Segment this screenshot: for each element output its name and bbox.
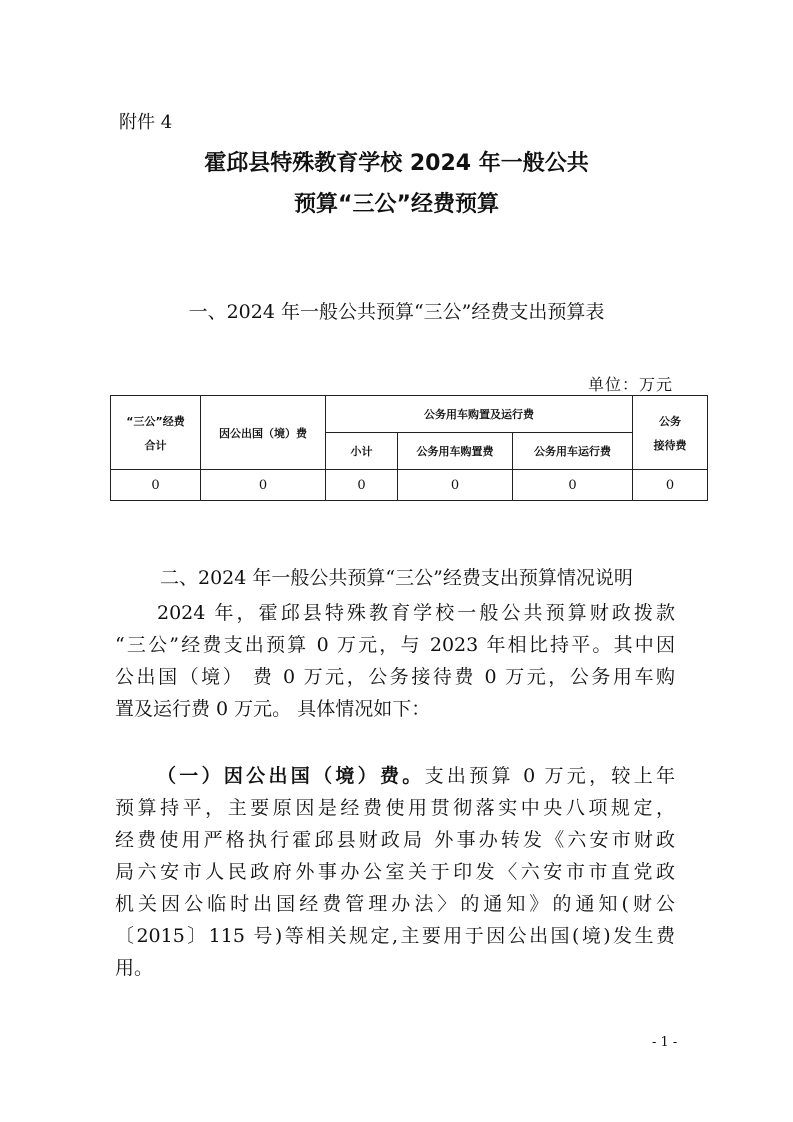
section1-heading: 一、2024 年一般公共预算“三公”经费支出预算表: [188, 301, 605, 323]
paragraph-text: 支出预算 0 万元，较上年: [424, 765, 675, 787]
header-reception-top: 公务: [659, 414, 681, 428]
paragraph-line: 用。: [115, 957, 154, 979]
paragraph-line: 预算持平，主要原因是经费使用贯彻落实中央八项规定，: [115, 797, 675, 819]
paragraph-summary: [115, 597, 675, 725]
paragraph-line: 置及运行费 0 万元。 具体情况如下：: [115, 698, 431, 720]
header-cell-reception: [633, 396, 708, 470]
attachment-label: 附件 4: [119, 112, 173, 133]
table-header-row: [111, 396, 708, 433]
unit-label: 单位：万元: [588, 375, 674, 394]
header-cell-total: [111, 396, 201, 470]
header-cell-vehicle-operation: 公务用车运行费: [513, 433, 633, 470]
page-number: - 1 -: [652, 1035, 678, 1050]
header-total-bottom: 合计: [144, 438, 167, 452]
paragraph-first-line: [115, 760, 675, 792]
subsection-heading: （一）因公出国（境）费。: [157, 765, 425, 787]
paragraph-abroad-expense: [115, 760, 675, 984]
budget-table: [110, 395, 708, 501]
table-row: [111, 470, 708, 501]
paragraph-line: 局六安市人民政府外事办公室关于印发〈六安市市直党政: [115, 861, 675, 883]
paragraph-line: “三公”经费支出预算 0 万元，与 2023 年相比持平。其中因: [115, 634, 675, 656]
header-cell-subtotal: 小计: [326, 433, 398, 470]
document-title-line2: 预算“三公”经费预算: [294, 192, 499, 217]
paragraph-line: 经费使用严格执行霍邱县财政局 外事办转发《六安市财政: [115, 829, 675, 851]
header-cell-vehicle-purchase: 公务用车购置费: [398, 433, 513, 470]
value-subtotal: 0: [326, 470, 398, 501]
header-cell-vehicle-group: 公务用车购置及运行费: [326, 396, 633, 433]
header-cell-abroad: 因公出国（境）费: [201, 396, 326, 470]
value-total: 0: [111, 470, 201, 501]
document-title-line1: 霍邱县特殊教育学校 2024 年一般公共: [204, 151, 589, 176]
value-abroad: 0: [201, 470, 326, 501]
paragraph-line: 2024 年，霍邱县特殊教育学校一般公共预算财政拨款: [157, 602, 675, 624]
value-vehicle-purchase: 0: [398, 470, 513, 501]
value-reception: 0: [633, 470, 708, 501]
value-vehicle-operation: 0: [513, 470, 633, 501]
header-reception-bottom: 接待费: [653, 438, 687, 452]
paragraph-line: 〔2015〕115 号)等相关规定,主要用于因公出国(境)发生费: [115, 925, 675, 947]
paragraph-line: 公出国（境） 费 0 万元，公务接待费 0 万元，公务用车购: [115, 666, 675, 688]
header-total-top: “三公”经费: [126, 414, 185, 428]
paragraph-line: 机关因公临时出国经费管理办法〉的通知》的通知(财公: [115, 893, 675, 915]
section2-heading: 二、2024 年一般公共预算“三公”经费支出预算情况说明: [160, 567, 633, 589]
